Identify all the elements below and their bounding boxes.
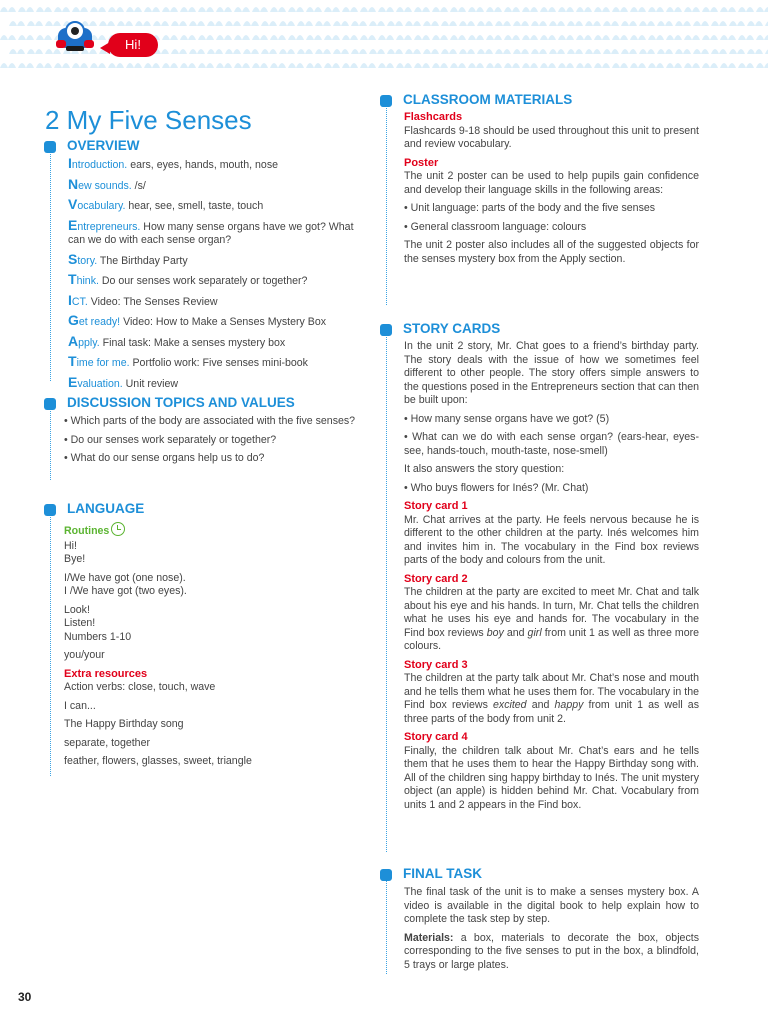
story-card-1-label: Story card 1 [404, 500, 468, 512]
section-bullet-icon [44, 141, 56, 153]
section-bullet-icon [380, 95, 392, 107]
section-heading: DISCUSSION TOPICS AND VALUES [67, 395, 295, 410]
list-item: • What can we do with each sense organ? (ears-hear, eyes-see, hands-touch, mouth-taste, nose-smell) [404, 431, 699, 457]
routine-item: Look! [64, 603, 90, 616]
extra-resource-item: I can... [64, 699, 96, 712]
overview-section [50, 138, 368, 390]
list-item: • What do our sense organs help us to do? [64, 452, 265, 464]
overview-item: Time for me. Portfolio work: Five senses mini-book [68, 353, 308, 369]
story-also: It also answers the story question: [404, 463, 565, 475]
overview-item: Evaluation. Unit review [68, 373, 179, 390]
section-heading: OVERVIEW [67, 138, 140, 153]
flashcards-text: Flashcards 9-18 should be used throughout this unit to present and review vocabulary. [404, 124, 699, 150]
final-task-text: The final task of the unit is to make a senses mystery box. A video is available in the digital book to help explain how to complete the task step by step. [404, 886, 699, 925]
overview-item: Think. Do our senses work separately or together? [68, 271, 308, 287]
story-card-3-text: The children at the party talk about Mr. Chat’s nose and mouth and he tells them what he uses them for. The vocabulary in the Find box reviews excited and happy from unit 1 as well as three parts of the body from unit 2. [404, 672, 699, 725]
overview-item: Entrepreneurs. How many sense organs have we got? What can we do with each sense organ? [68, 216, 354, 246]
overview-item: Introduction. ears, eyes, hands, mouth, nose [68, 155, 279, 171]
routine-item: Numbers 1-10 [64, 630, 132, 643]
routine-item: you/your [64, 649, 105, 661]
page-title: 2 My Five Senses [45, 105, 252, 136]
story-card-4-text: Finally, the children talk about Mr. Chat’s ears and he tells them that he uses them to hear the Happy Birthday song with. All of the children sing happy birthday to Inés. The unit mystery object (an apple) is hidden behind Mr. Chat. Vocabulary from units 1 and 2 appears in the Find box. [404, 744, 699, 811]
story-card-3-label: Story card 3 [404, 658, 468, 671]
classroom-section [386, 92, 699, 305]
overview-item: New sounds. /s/ [68, 175, 146, 192]
section-bullet-icon [44, 504, 56, 516]
overview-item: ICT. Video: The Senses Review [68, 291, 218, 308]
poster-label: Poster [404, 156, 439, 169]
routine-item: I /We have got (two eyes). [64, 585, 187, 597]
speech-bubble: Hi! [108, 33, 158, 57]
poster-text-2: The unit 2 poster also includes all of the suggested objects for the senses mystery box from the Apply section. [404, 239, 699, 265]
story-intro: In the unit 2 story, Mr. Chat goes to a friend’s birthday party. The story deals with the issue of how we sometimes feel different to other people. The story offers simple answers to the questions posed in the Entrepreneurs section that can then be built upon: [404, 340, 699, 406]
section-heading: CLASSROOM MATERIALS [403, 92, 573, 107]
clock-icon [111, 522, 125, 536]
poster-text: The unit 2 poster can be used to help pupils gain confidence and develop their language skills in the following areas: [404, 170, 699, 196]
section-heading: STORY CARDS [403, 321, 501, 336]
overview-item: Get ready! Video: How to Make a Senses Mystery Box [68, 312, 327, 328]
list-item: • Which parts of the body are associated with the five senses? [64, 415, 356, 427]
routine-item: I/We have got (one nose). [64, 571, 186, 584]
routines-label: Routines [64, 525, 110, 537]
final-task-section [386, 866, 699, 974]
overview-item: Apply. Final task: Make a senses mystery box [68, 332, 286, 349]
flashcards-label: Flashcards [404, 111, 463, 123]
materials-text: Materials: a box, materials to decorate the box, objects corresponding to the five senses to put in the box, a blindfold, 5 trays or large plates. [404, 931, 699, 971]
list-item: • General classroom language: colours [404, 220, 587, 233]
discussion-section [50, 395, 368, 480]
story-cards-section [386, 321, 700, 852]
extra-resource-item: feather, flowers, glasses, sweet, triangle [64, 755, 252, 767]
mascot-icon [52, 18, 102, 54]
list-item: • Do our senses work separately or together? [64, 433, 277, 446]
story-card-2-label: Story card 2 [404, 572, 468, 585]
routine-item: Bye! [64, 553, 86, 565]
language-section [50, 501, 368, 776]
extra-resource-item: Action verbs: close, touch, wave [64, 681, 216, 693]
story-card-4-label: Story card 4 [404, 731, 468, 743]
section-heading: FINAL TASK [403, 866, 482, 881]
story-card-1-text: Mr. Chat arrives at the party. He feels nervous because he is different to the other children at the party. Inés welcomes him and invites him in. The vocabulary in the Find box reviews parts of the body and colours from the unit. [404, 513, 699, 566]
story-card-2-text: The children at the party are excited to meet Mr. Chat and talk about his eye and his hands. In turn, Mr. Chat tells the children what he uses his eye and hands for. The vocabulary in the Find box reviews boy and girl from unit 1 as well as three more colours. [404, 586, 700, 652]
list-item: • Unit language: parts of the body and the five senses [404, 202, 656, 214]
extra-resource-item: separate, together [64, 736, 150, 749]
section-bullet-icon [380, 324, 392, 336]
list-item: • Who buys flowers for Inés? (Mr. Chat) [404, 481, 589, 494]
routine-item: Listen! [64, 617, 96, 629]
section-heading: LANGUAGE [67, 501, 145, 516]
extra-resource-item: The Happy Birthday song [64, 718, 184, 730]
routine-item: Hi! [64, 539, 77, 552]
list-item: • How many sense organs have we got? (5) [404, 412, 610, 425]
extra-resources-label: Extra resources [64, 667, 148, 680]
overview-item: Vocabulary. hear, see, smell, taste, touch [68, 196, 264, 212]
section-bullet-icon [380, 869, 392, 881]
section-bullet-icon [44, 398, 56, 410]
overview-item: Story. The Birthday Party [68, 250, 188, 267]
page-number: 30 [18, 990, 32, 1004]
